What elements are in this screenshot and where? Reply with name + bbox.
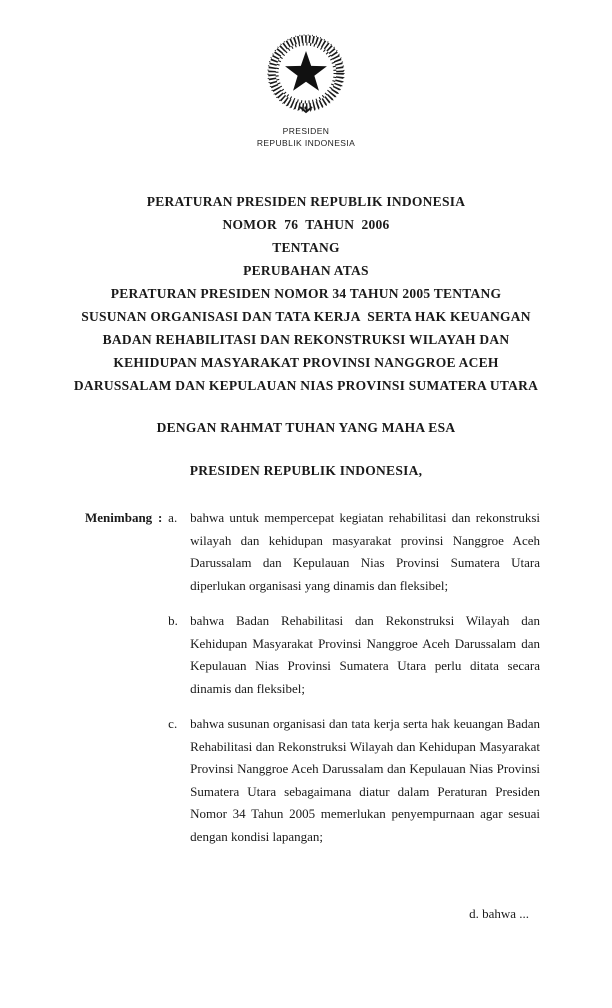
title-line-2: NOMOR 76 TAHUN 2006 [222,217,390,232]
considerations-label: Menimbang [85,510,153,525]
item-text: bahwa Badan Rehabilitasi dan Rekonstruksi Wilayah dan Kehidupan Masyarakat Provinsi Nanggroe Aceh Darussalam dan Kepulauan Nias Provinsi Sumatera Utara perlu ditata secara dinamis dan fleksibel; [190,613,540,696]
item-letter: b. [168,613,178,628]
item-letter: c. [168,716,178,731]
consideration-item-b [168,610,540,700]
title-line-1: PERATURAN PRESIDEN REPUBLIK INDONESIA [146,194,466,209]
regulation-title [0,190,612,397]
letterhead-caption [0,126,612,149]
item-text: bahwa untuk mempercepat kegiatan rehabilitasi dan rekonstruksi wilayah dan kehidupan masyarakat provinsi Nanggroe Aceh Darussalam dan Kepulauan Nias Provinsi Sumatera Utara diperlukan organisasi yang dinamis dan fleksibel; [190,510,540,593]
letterhead-line-republik: REPUBLIK INDONESIA [256,137,356,148]
considerations-separator: : [158,510,163,525]
considerations-section [0,507,612,848]
letterhead [0,0,612,149]
title-line-6: SUSUNAN ORGANISASI DAN TATA KERJA SERTA HAK KEUANGAN [81,309,531,324]
invocation-line: DENGAN RAHMAT TUHAN YANG MAHA ESA [156,420,456,435]
issuer-line: PRESIDEN REPUBLIK INDONESIA, [189,463,423,478]
consideration-item-c [168,713,540,848]
title-line-8: KEHIDUPAN MASYARAKAT PROVINSI NANGGROE ACEH [113,355,499,370]
item-text: bahwa susunan organisasi dan tata kerja serta hak keuangan Badan Rehabilitasi dan Rekonstruksi Wilayah dan Kehidupan Masyarakat Provinsi Nanggroe Aceh Darussalam dan Kepulauan Nias Provinsi Sumatera Utara sebagaimana diatur dalam Peraturan Presiden Nomor 34 Tahun 2005 memerlukan penyempurnaan agar sesuai dengan kondisi lapangan; [190,716,540,844]
title-line-9: DARUSSALAM DAN KEPULAUAN NIAS PROVINSI SUMATERA UTARA [73,378,539,393]
catchword: d. bahwa ... [469,906,529,921]
title-line-5: PERATURAN PRESIDEN NOMOR 34 TAHUN 2005 TENTANG [110,286,502,301]
title-line-3: TENTANG [272,240,340,255]
presidential-seal-icon [265,33,347,122]
letterhead-line-presiden: PRESIDEN [282,126,330,136]
title-line-7: BADAN REHABILITASI DAN REKONSTRUKSI WILAYAH DAN [102,332,510,347]
title-line-4: PERUBAHAN ATAS [243,263,369,278]
considerations-list [168,507,540,848]
item-letter: a. [168,510,178,525]
consideration-item-a [168,507,540,597]
